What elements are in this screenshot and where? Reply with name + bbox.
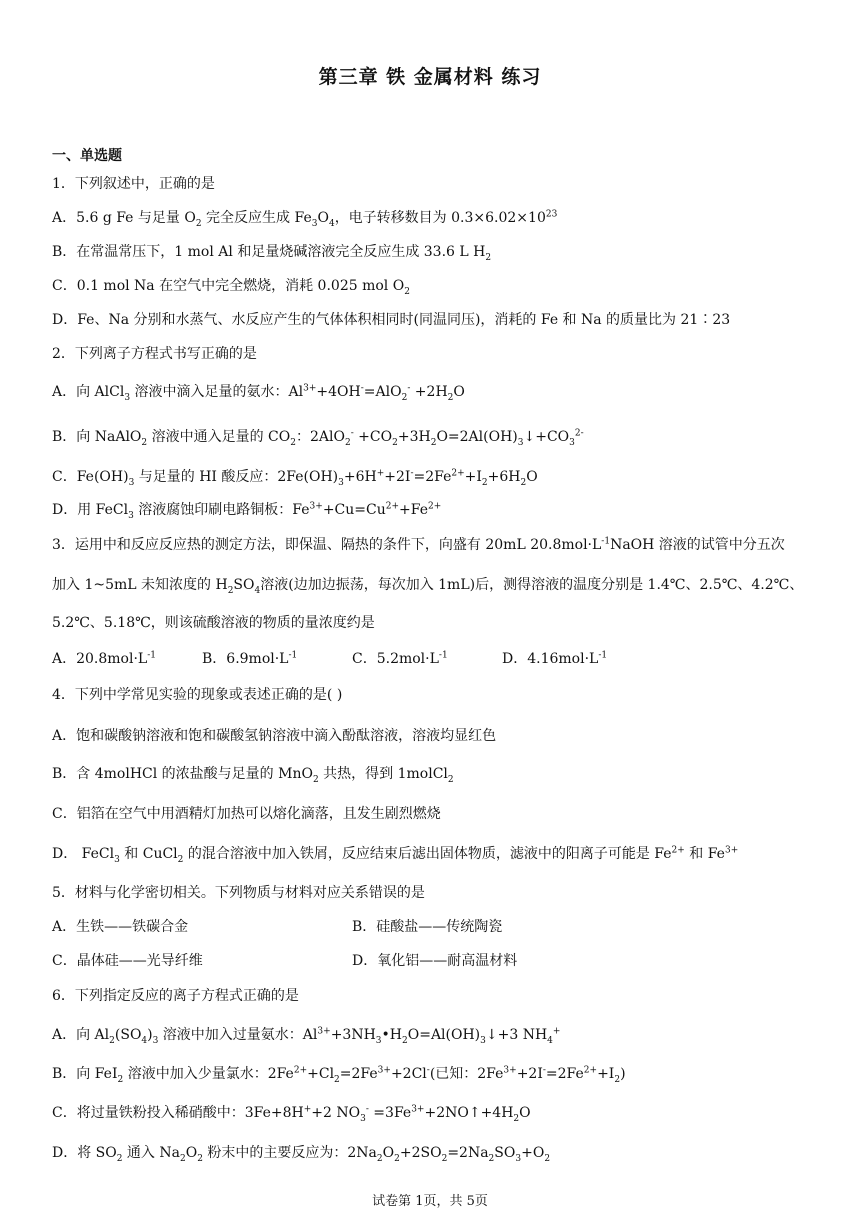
section-heading: 一、单选题 (52, 148, 122, 164)
question-4-option-d: D． FeCl$_3$ 和 CuCl$_2$ 的混合溶液中加入铁屑，反应结束后滤出固体物质，滤液中的阳离子可能是 $Fe^{2+}$ 和 $Fe^{3+}$ (52, 845, 739, 865)
question-1-stem: 1．下列叙述中，正确的是 (52, 176, 215, 192)
question-2-option-b: B．向 NaAlO$_2$ 溶液中通入足量的 $CO_2$：$2AlO_2^- +CO_2+3H_2O=2Al(OH)_3↓+CO_3^{2-}$ (52, 428, 584, 448)
question-2-stem: 2．下列离子方程式书写正确的是 (52, 346, 257, 362)
question-2-option-c: C．$Fe(OH)_3$ 与足量的 HI 酸反应：$2Fe(OH)_3+6H^++2I^-=2Fe^{2+}+I_2+6H_2O$ (52, 468, 538, 488)
question-3-option-c: C．$5.2mol\cdot L^{-1}$ (352, 650, 448, 667)
question-3-line-1: 3．运用中和反应反应热的测定方法，即保温、隔热的条件下，向盛有 20mL $20.8mol\cdot L^{-1}NaOH$ 溶液的试管中分五次 (52, 536, 785, 553)
question-4-option-c: C．铝箔在空气中用酒精灯加热可以熔化滴落，且发生剧烈燃烧 (52, 806, 441, 822)
question-1-option-a: A．5.6 g Fe 与足量 $O_2$ 完全反应生成 $Fe_3O_4$，电子转移数目为 $0.3\times 6.02\times 10^{23}$ (52, 209, 558, 229)
question-3-option-b: B．$6.9mol\cdot L^{-1}$ (202, 650, 298, 667)
page-footer: 试卷第 1页，共 5页 (372, 1194, 488, 1209)
question-3-line-2: 加入 1~5mL 未知浓度的 $H_2SO_4$溶液(边加边振荡，每次加入 1mL)后，测得溶液的温度分别是 1.4℃、2.5℃、4.2℃、 (52, 577, 804, 596)
question-2-option-a: A．向 AlCl$_3$ 溶液中滴入足量的氨水：$Al^{3+}+4OH^-=AlO_2^- +2H_2O$ (52, 383, 465, 403)
question-5-option-a: A．生铁——铁碳合金 (52, 919, 189, 935)
question-6-option-b: B．向 FeI$_2$ 溶液中加入少量氯水：$2Fe^{2+}+Cl_2=2Fe^{3+}+2Cl^-$(已知：$2Fe^{3+}+2I^-=2Fe^{2+}+I_2$) (52, 1065, 626, 1085)
page-title: 第三章 铁 金属材料 练习 (318, 66, 542, 88)
question-2-option-d: D．用 FeCl$_3$ 溶液腐蚀印刷电路铜板：$Fe^{3+}+Cu=Cu^{2+}+Fe^{2+}$ (52, 501, 442, 521)
question-4-option-b: B．含 4molHCl 的浓盐酸与足量的 MnO$_2$ 共热，得到 1molCl$_2$ (52, 766, 454, 785)
question-4-option-a: A．饱和碳酸钠溶液和饱和碳酸氢钠溶液中滴入酚酞溶液，溶液均显红色 (52, 728, 497, 744)
question-3-option-a: A．$20.8mol\cdot L^{-1}$ (52, 650, 156, 667)
question-1-option-d: D．Fe、Na 分别和水蒸气、水反应产生的气体体积相同时(同温同压)，消耗的 Fe 和 Na 的质量比为 21∶23 (52, 312, 731, 328)
question-1-option-c: C．0.1 mol Na 在空气中完全燃烧，消耗 0.025 mol $O_2$ (52, 278, 410, 297)
question-6-option-d: D．将 $SO_2$ 通入 $Na_2O_2$ 粉末中的主要反应为：$2Na_2O_2+2SO_2=2Na_2SO_3+O_2$ (52, 1145, 551, 1164)
question-3-option-d: D．$4.16mol\cdot L^{-1}$ (502, 650, 608, 667)
question-6-stem: 6．下列指定反应的离子方程式正确的是 (52, 988, 299, 1004)
question-3-line-3: 5.2℃、5.18℃，则该硫酸溶液的物质的量浓度约是 (52, 615, 375, 631)
question-6-option-c: C．将过量铁粉投入稀硝酸中：3Fe+8H++2 $NO_3^-$ $=3Fe^{3+}+2NO↑+4H_2O$ (52, 1104, 531, 1124)
question-5-stem: 5．材料与化学密切相关。下列物质与材料对应关系错误的是 (52, 885, 425, 901)
question-5-option-d: D．氧化铝——耐高温材料 (352, 953, 518, 969)
question-6-option-a: A．向 $Al_2(SO_4)_3$ 溶液中加入过量氨水：$Al^{3+}+3NH_3•H_2O=Al(OH)_3↓+3$ $NH_4^+$ (52, 1026, 561, 1046)
question-5-option-c: C．晶体硅——光导纤维 (52, 953, 203, 969)
question-1-option-b: B．在常温常压下，1 mol Al 和足量烧碱溶液完全反应生成 33.6 L $H_2$ (52, 244, 492, 263)
question-5-option-b: B．硅酸盐——传统陶瓷 (352, 919, 503, 935)
question-4-stem: 4．下列中学常见实验的现象或表述正确的是( ) (52, 687, 343, 703)
